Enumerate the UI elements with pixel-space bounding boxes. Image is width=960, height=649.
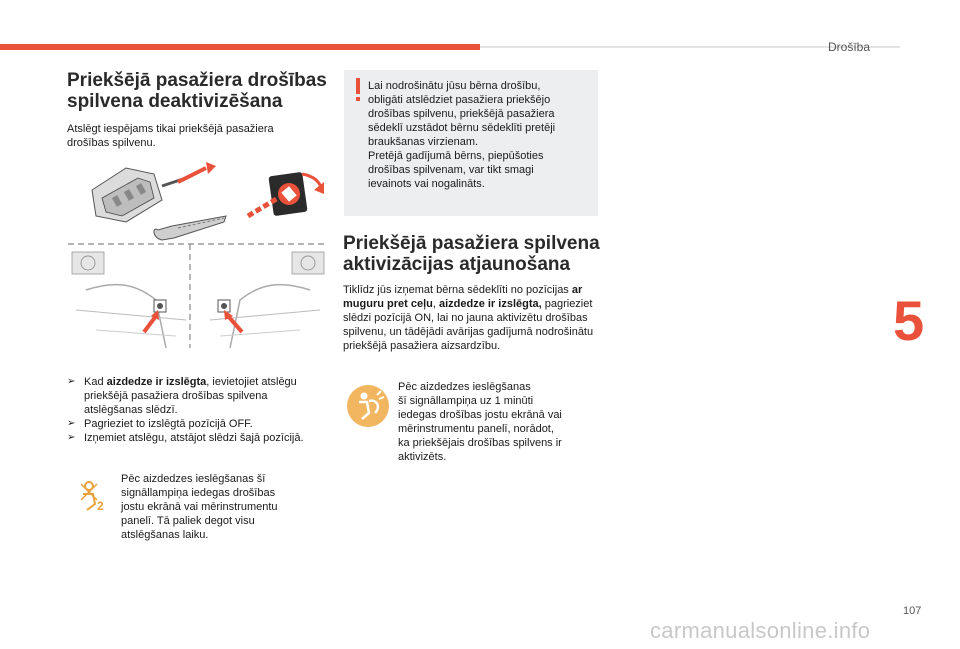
intro-line: drošības spilvenu. <box>67 137 156 149</box>
reactivation-title <box>343 233 613 275</box>
step-text: Izņemiet atslēgu, atstājot slēdzi šajā pozīcijā. <box>84 432 304 444</box>
bullet-arrow-icon: ➢ <box>67 376 76 387</box>
text-line: drošības spilvenam, var tikt smagi <box>368 164 534 176</box>
bullet-arrow-icon: ➢ <box>67 432 76 443</box>
list-item <box>67 417 329 431</box>
para-text: Tiklīdz jūs izņemat bērna sēdeklīti no pozīcijas <box>343 284 572 296</box>
bullet-arrow-icon: ➢ <box>67 418 76 429</box>
airbag-on-icon <box>347 385 389 427</box>
warning-text <box>368 79 590 191</box>
text-line: jostu ekrānā vai mērinstrumentu <box>121 501 278 513</box>
header-accent-bar <box>0 44 480 50</box>
text-line: mērinstrumentu panelī, norādot, <box>398 423 554 435</box>
chapter-number: 5 <box>893 289 925 352</box>
text-line: aktivizēts. <box>398 451 447 463</box>
text-line: Lai nodrošinātu jūsu bērna drošību, <box>368 80 541 92</box>
para-text-bold: ar muguru pret ceļu <box>343 284 583 310</box>
text-line: iedegas drošības jostu ekrānā vai <box>398 409 562 421</box>
text-line: drošības spilvenu, priekšējā pasažiera <box>368 108 555 120</box>
svg-text:2: 2 <box>97 499 104 512</box>
step-text-bold: aizdedze ir izslēgta <box>106 376 207 388</box>
text-line: Pretējā gadījumā bērns, piepūšoties <box>368 150 544 162</box>
key-switch-illustration <box>66 160 330 348</box>
text-line: Pēc aizdedzes ieslēgšanas šī <box>121 473 266 485</box>
key-fob-icon <box>92 168 186 222</box>
watermark: carmanualsonline.info <box>650 618 871 643</box>
step-text: , ievietojiet atslēgu priekšējā pasažiera drošības spilvena atslēgšanas slēdzī. <box>84 376 297 416</box>
text-line: Pēc aizdedzes ieslēgšanas <box>398 381 531 393</box>
list-item <box>67 431 329 445</box>
deactivation-intro <box>67 122 337 150</box>
para-text-bold: aizdedze ir izslēgta, <box>438 298 542 310</box>
airbag-switch-icon <box>268 172 307 216</box>
lamp-on-description <box>398 380 598 464</box>
key-blade-icon <box>154 216 226 240</box>
text-line: braukšanas virzienam. <box>368 136 479 148</box>
text-line: atslēgšanas laiku. <box>121 529 209 541</box>
exclamation-icon <box>352 78 364 102</box>
page-number: 107 <box>903 605 922 617</box>
section-label: Drošība <box>828 40 871 54</box>
intro-line: Atslēgt iespējams tikai priekšējā pasažiera <box>67 123 274 135</box>
deactivation-steps <box>67 375 329 445</box>
title-line: aktivizācijas atjaunošana <box>343 254 571 275</box>
lamp-off-description <box>121 472 321 542</box>
para-text: , <box>432 298 439 310</box>
text-line: sēdeklī uzstādot bērnu sēdeklīti pretēji <box>368 122 556 134</box>
step-text: Pagrieziet to izslēgtā pozīcijā OFF. <box>84 418 253 430</box>
text-line: panelī. Tā paliek degot visu <box>121 515 255 527</box>
text-line: šī signāllampiņa uz 1 minūti <box>398 395 534 407</box>
text-line: signāllampiņa iedegas drošības <box>121 487 276 499</box>
list-item <box>67 375 329 417</box>
title-line: Priekšējā pasažiera spilvena <box>343 233 600 254</box>
airbag-off-icon <box>77 480 107 512</box>
text-line: ievainots vai nogalināts. <box>368 178 485 190</box>
car-interior-icon <box>72 252 324 348</box>
text-line: obligāti atslēdziet pasažiera priekšējo <box>368 94 551 106</box>
title-line: Priekšējā pasažiera drošības <box>67 70 327 91</box>
reactivation-paragraph <box>343 283 605 353</box>
text-line: ka priekšējais drošības spilvens ir <box>398 437 562 449</box>
title-line: spilvena deaktivizēšana <box>67 91 283 112</box>
step-text: Kad <box>84 376 107 388</box>
para-text: pagrieziet slēdzi pozīcijā ON, lai no jauna aktivizētu drošības spilvenu, un tādējādi avārijas gadījumā nodrošinātu priekšējā pasažiera aizsardzību. <box>343 298 594 352</box>
deactivation-title <box>67 70 347 112</box>
airbag-on-glyph-icon <box>347 385 389 427</box>
